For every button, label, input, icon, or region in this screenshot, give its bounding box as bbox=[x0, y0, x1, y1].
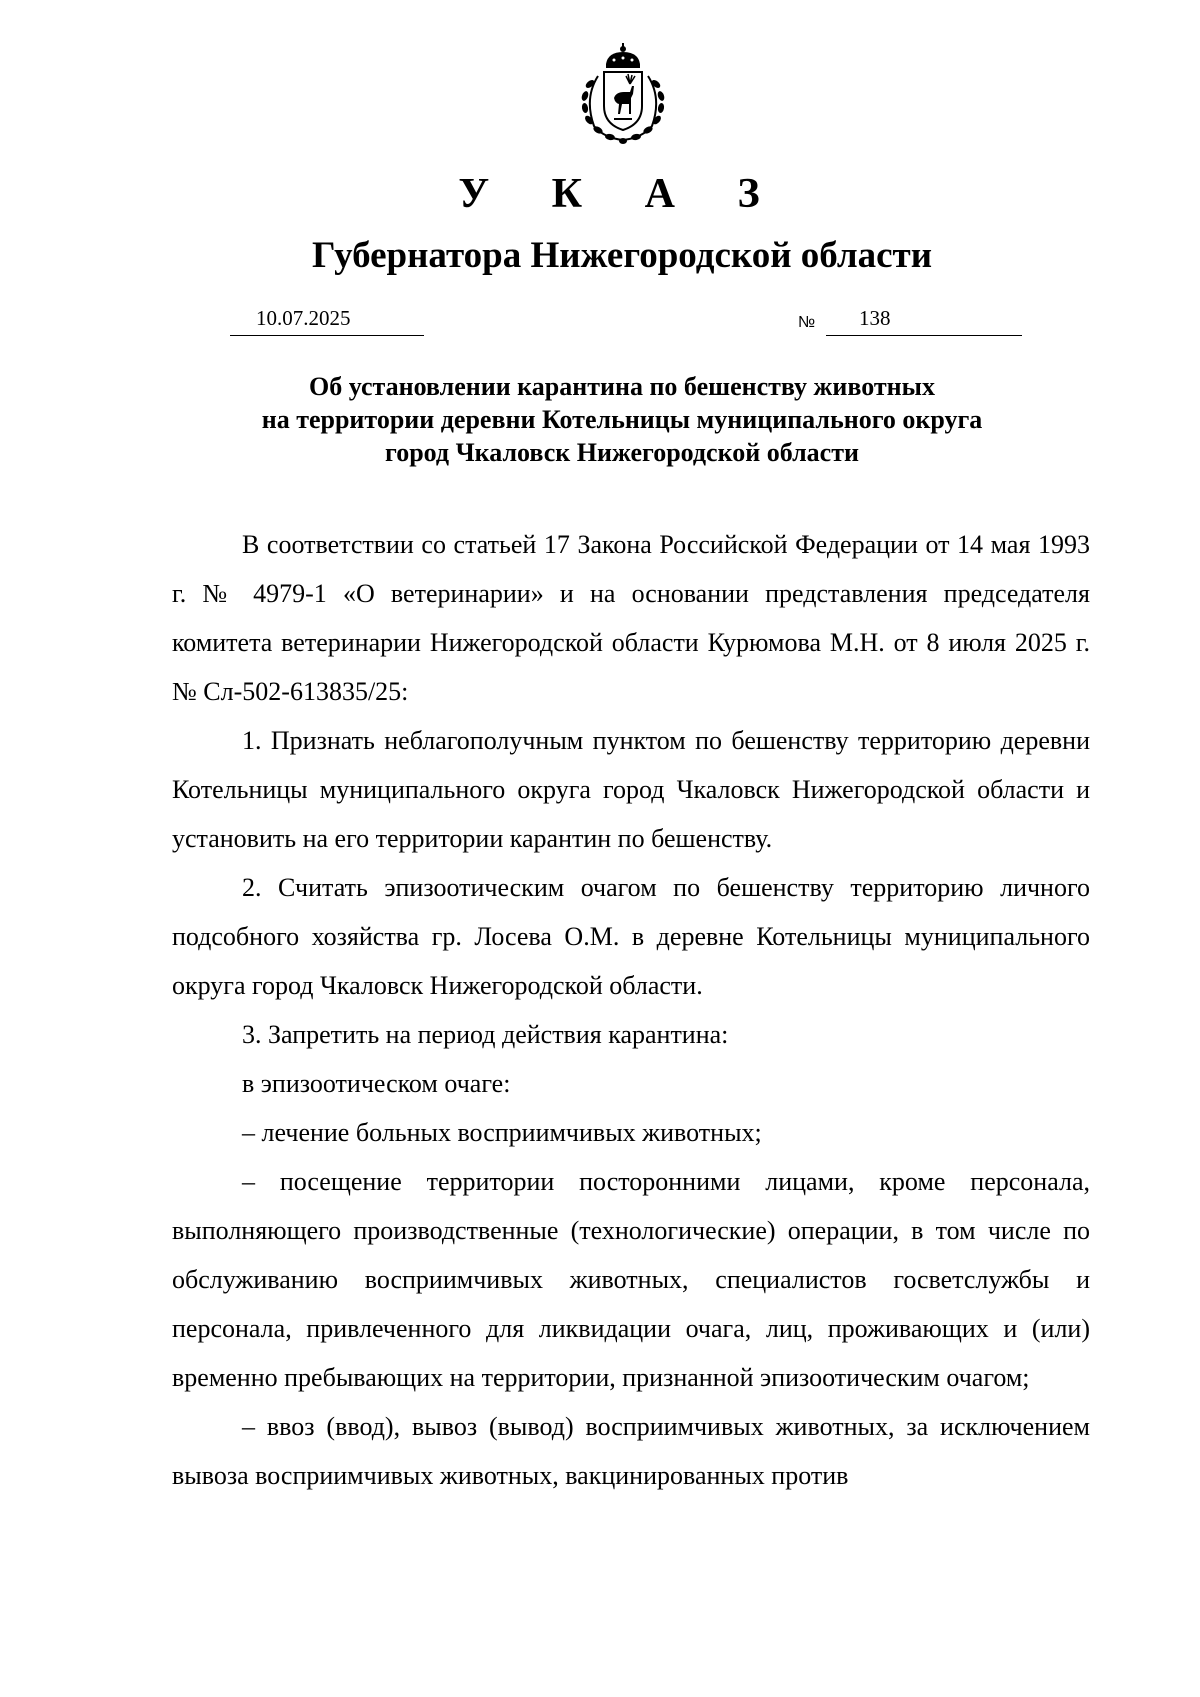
subject-line-1: Об установлении карантина по бешенству животных bbox=[309, 372, 935, 401]
document-date-field bbox=[230, 305, 424, 336]
item-2-paragraph: 2. Считать эпизоотическим очагом по бешенству территорию личного подсобного хозяйства гр. Лосева О.М. в деревне Котельницы муниципального округа город Чкаловск Нижегородской области. bbox=[172, 873, 1090, 1000]
number-sign-label: № bbox=[798, 314, 816, 331]
item-3-bullet-a: – лечение больных восприимчивых животных; bbox=[242, 1118, 762, 1147]
subject-line-3: город Чкаловск Нижегородской области bbox=[385, 438, 859, 467]
document-type-title: У К А З bbox=[458, 171, 786, 217]
document-number: 138 bbox=[859, 306, 891, 330]
subject-line-2: на территории деревни Котельницы муниципального округа bbox=[261, 405, 983, 434]
document-body bbox=[172, 520, 1090, 1500]
item-3-paragraph: 3. Запретить на период действия карантина: bbox=[242, 1020, 729, 1049]
document-number-field bbox=[826, 305, 1022, 336]
coat-of-arms-icon bbox=[568, 40, 678, 146]
issuing-authority-title: Губернатора Нижегородской области bbox=[311, 235, 933, 276]
document-subject bbox=[0, 370, 1200, 469]
document-date: 10.07.2025 bbox=[256, 306, 351, 330]
preamble-paragraph: В соответствии со статьей 17 Закона Российской Федерации от 14 мая 1993 г. № 4979-1 «О ветеринарии» и на основании представления председателя комитета ветеринарии Нижегородской области Курюмова М.Н. от 8 июля 2025 г. № Сл-502-613835/25: bbox=[172, 530, 1090, 706]
item-3-scope-paragraph: в эпизоотическом очаге: bbox=[242, 1069, 511, 1098]
item-3-bullet-b: – посещение территории посторонними лицами, кроме персонала, выполняющего производственные (технологические) операции, в том числе по обслуживанию восприимчивых животных, специалистов госветслужбы и персонала, привлеченного для ликвидации очага, лиц, проживающих и (или) временно пребывающих на территории, признанной эпизоотическим очагом; bbox=[172, 1167, 1090, 1392]
item-1-paragraph: 1. Признать неблагополучным пунктом по бешенству территорию деревни Котельницы муниципального округа город Чкаловск Нижегородской области и установить на его территории карантин по бешенству. bbox=[172, 726, 1090, 853]
item-3-bullet-c: – ввоз (ввод), вывоз (вывод) восприимчивых животных, за исключением вывоза восприимчивых животных, вакцинированных против bbox=[172, 1412, 1090, 1490]
